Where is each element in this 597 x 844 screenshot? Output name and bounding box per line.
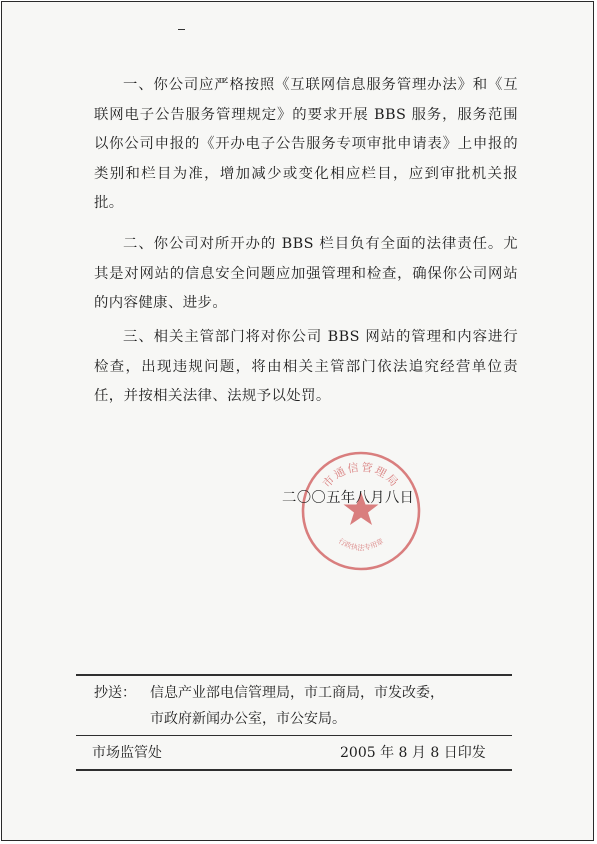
footer-bottom-rule <box>76 769 512 771</box>
cc-recipients-line-2: 市政府新闻办公室，市公安局。 <box>150 711 346 727</box>
footer-top-rule <box>76 674 512 676</box>
footer-middle-rule <box>76 735 512 736</box>
paragraph-3: 三、相关主管部门将对你公司 BBS 网站的管理和内容进行检查，出现违规问题，将由相关主管部门依法追究经营单位责任，并按相关法律、法规予以处罚。 <box>94 329 518 404</box>
document-date: 二〇〇五年八月八日 <box>282 490 415 506</box>
document-page <box>1 1 594 841</box>
svg-text:行政执法专用章 <box>337 536 385 551</box>
top-mark <box>178 29 185 30</box>
cc-recipients-line-1: 信息产业部电信管理局，市工商局，市发改委， <box>150 685 444 701</box>
seal-top-text: 市通信管理局 <box>320 460 402 491</box>
official-seal-stamp <box>298 448 424 574</box>
issuing-office: 市场监管处 <box>92 745 162 761</box>
paragraph-1: 一、你公司应严格按照《互联网信息服务管理办法》和《互联网电子公告服务管理规定》的要求开展 BBS 服务，服务范围以你公司申报的《开办电子公告服务专项审批申请表》上申报的类别和栏目为准，增加减少或变化相应栏目，应到审批机关报批。 <box>94 77 518 211</box>
issue-date: 2005 年 8 月 8 日印发 <box>340 745 486 761</box>
cc-label: 抄送： <box>94 685 136 701</box>
paragraph-2: 二、你公司对所开办的 BBS 栏目负有全面的法律责任。尤其是对网站的信息安全问题应加强管理和检查，确保你公司网站的内容健康、进步。 <box>94 236 518 311</box>
seal-bottom-text: 行政执法专用章 <box>336 537 386 552</box>
